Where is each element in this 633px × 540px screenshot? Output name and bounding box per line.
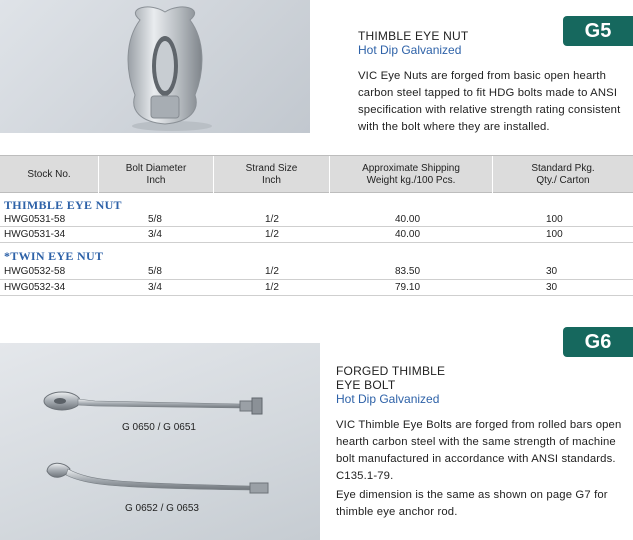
stock-no-cell: HWG0532-58 — [4, 266, 66, 277]
table-row — [0, 265, 633, 278]
stock-no-cell: HWG0532-34 — [4, 282, 66, 293]
weight-cell: 83.50 — [395, 266, 421, 277]
strand-size-cell: 1/2 — [265, 282, 279, 293]
g5-finish-subtitle: Hot Dip Galvanized — [358, 43, 462, 57]
photo-label-1: G 0650 / G 0651 — [122, 422, 196, 433]
row-divider — [0, 295, 633, 296]
header-shipping-weight: Approximate Shipping Weight kg./100 Pcs. — [362, 162, 460, 186]
strand-size-cell: 1/2 — [265, 229, 279, 240]
thimble-eye-nut-illustration — [0, 0, 310, 133]
thimble-eye-nut-photo — [0, 0, 310, 133]
pkg-qty-cell: 100 — [546, 229, 563, 240]
table-section-title: *TWIN EYE NUT — [4, 249, 104, 263]
table-row — [0, 228, 633, 241]
table-row — [0, 281, 633, 294]
weight-cell: 79.10 — [395, 282, 421, 293]
bolt-diameter-cell: 3/4 — [148, 229, 162, 240]
header-bolt-diameter: Bolt Diameter Inch — [125, 162, 187, 186]
g6-description: VIC Thimble Eye Bolts are forged from rolled bars open hearth carbon steel with the same strength of machine bolt manufactured in accordance with ANSI standards. C135.1-79. — [336, 419, 622, 482]
g6-product-title-line2: EYE BOLT — [336, 378, 396, 392]
stock-no-cell: HWG0531-58 — [4, 214, 66, 225]
stock-no-cell: HWG0531-34 — [4, 229, 66, 240]
strand-size-cell: 1/2 — [265, 266, 279, 277]
g6-product-title-line1: FORGED THIMBLE — [336, 364, 446, 378]
header-strand-size: Strand Size Inch — [245, 162, 298, 186]
bolt-diameter-cell: 5/8 — [148, 266, 162, 277]
thimble-eye-bolt-photo — [0, 343, 320, 540]
g6-note: Eye dimension is the same as shown on page G7 for thimble eye anchor rod. — [336, 489, 608, 518]
bolt-diameter-cell: 5/8 — [148, 214, 162, 225]
table-section-title: THIMBLE EYE NUT — [4, 198, 122, 212]
section-badge-g5: G5 — [563, 16, 633, 46]
spec-table-header — [0, 155, 633, 193]
row-divider — [0, 242, 633, 243]
row-divider — [0, 279, 633, 280]
strand-size-cell: 1/2 — [265, 214, 279, 225]
pkg-qty-cell: 100 — [546, 214, 563, 225]
bolt-diameter-cell: 3/4 — [148, 282, 162, 293]
row-divider — [0, 226, 633, 227]
pkg-qty-cell: 30 — [546, 282, 558, 293]
section-badge-g6: G6 — [563, 327, 633, 357]
eye-bolt-illustration — [0, 343, 320, 540]
table-row — [0, 213, 633, 226]
photo-label-2: G 0652 / G 0653 — [125, 503, 199, 514]
g5-description: VIC Eye Nuts are forged from basic open hearth carbon steel tapped to fit HDG bolts made to ANSI specification with relative strength rating consistent with the bolt where they are installed. — [358, 70, 621, 133]
pkg-qty-cell: 30 — [546, 266, 558, 277]
weight-cell: 40.00 — [395, 214, 421, 225]
header-stock-no: Stock No. — [27, 168, 71, 180]
header-standard-pkg: Standard Pkg. Qty./ Carton — [531, 162, 595, 186]
weight-cell: 40.00 — [395, 229, 421, 240]
g6-finish-subtitle: Hot Dip Galvanized — [336, 392, 440, 406]
g5-product-title: THIMBLE EYE NUT — [358, 29, 469, 43]
